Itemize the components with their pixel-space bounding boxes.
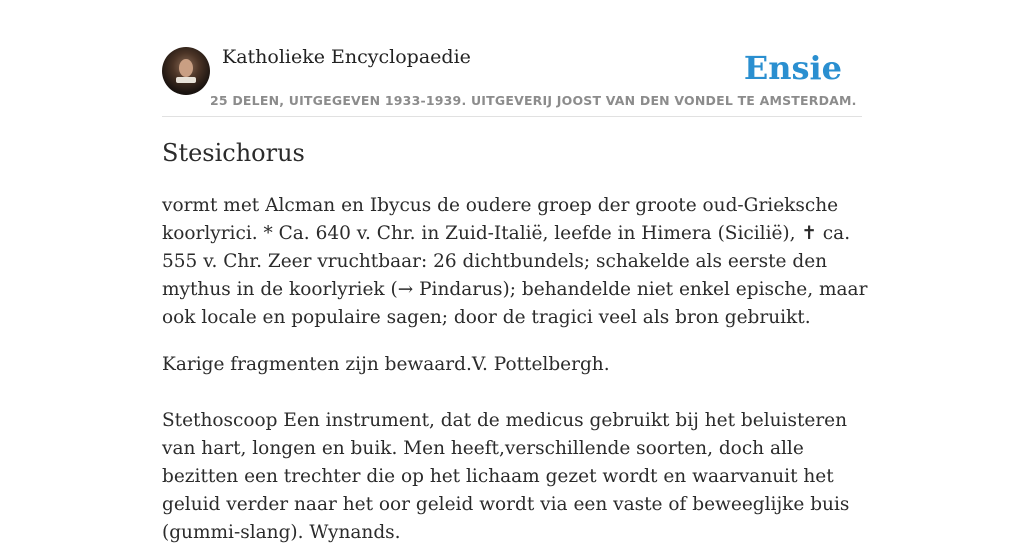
article-body	[162, 192, 872, 547]
ensie-logo[interactable]: Ensie	[743, 49, 842, 87]
article-paragraph: vormt met Alcman en Ibycus de oudere groep der groote oud-Grieksche koorlyrici. * Ca. 640 v. Chr. in Zuid-Italië, leefde in Himera (Sicilië), ✝ ca. 555 v. Chr. Zeer vruchtbaar: 26 dichtbundels; schakelde als eerste den mythus in de koorlyriek (→ Pindarus); behandelde niet enkel epische, maar ook locale en populaire sagen; door de tragici veel als bron gebruikt.	[162, 195, 868, 328]
portrait-collar	[176, 77, 196, 83]
portrait-face	[179, 59, 193, 77]
site-header	[162, 44, 862, 117]
avatar[interactable]	[162, 47, 210, 95]
article-paragraph: Karige fragmenten zijn bewaard.V. Pottelbergh.	[162, 354, 610, 375]
encyclopedia-title[interactable]: Katholieke Encyclopaedie	[222, 46, 471, 68]
encyclopedia-subtitle: 25 DELEN, UITGEGEVEN 1933-1939. UITGEVERIJ JOOST VAN DEN VONDEL TE AMSTERDAM.	[210, 93, 857, 108]
article-title: Stesichorus	[162, 139, 305, 167]
article-paragraph: Stethoscoop Een instrument, dat de medicus gebruikt bij het beluisteren van hart, longen en buik. Men heeft,verschillende soorten, doch alle bezitten een trechter die op het lichaam gezet wordt en waarvanuit het geluid verder naar het oor geleid wordt via een vaste of beweeglijke buis (gummi-slang). Wynands.	[162, 410, 850, 543]
